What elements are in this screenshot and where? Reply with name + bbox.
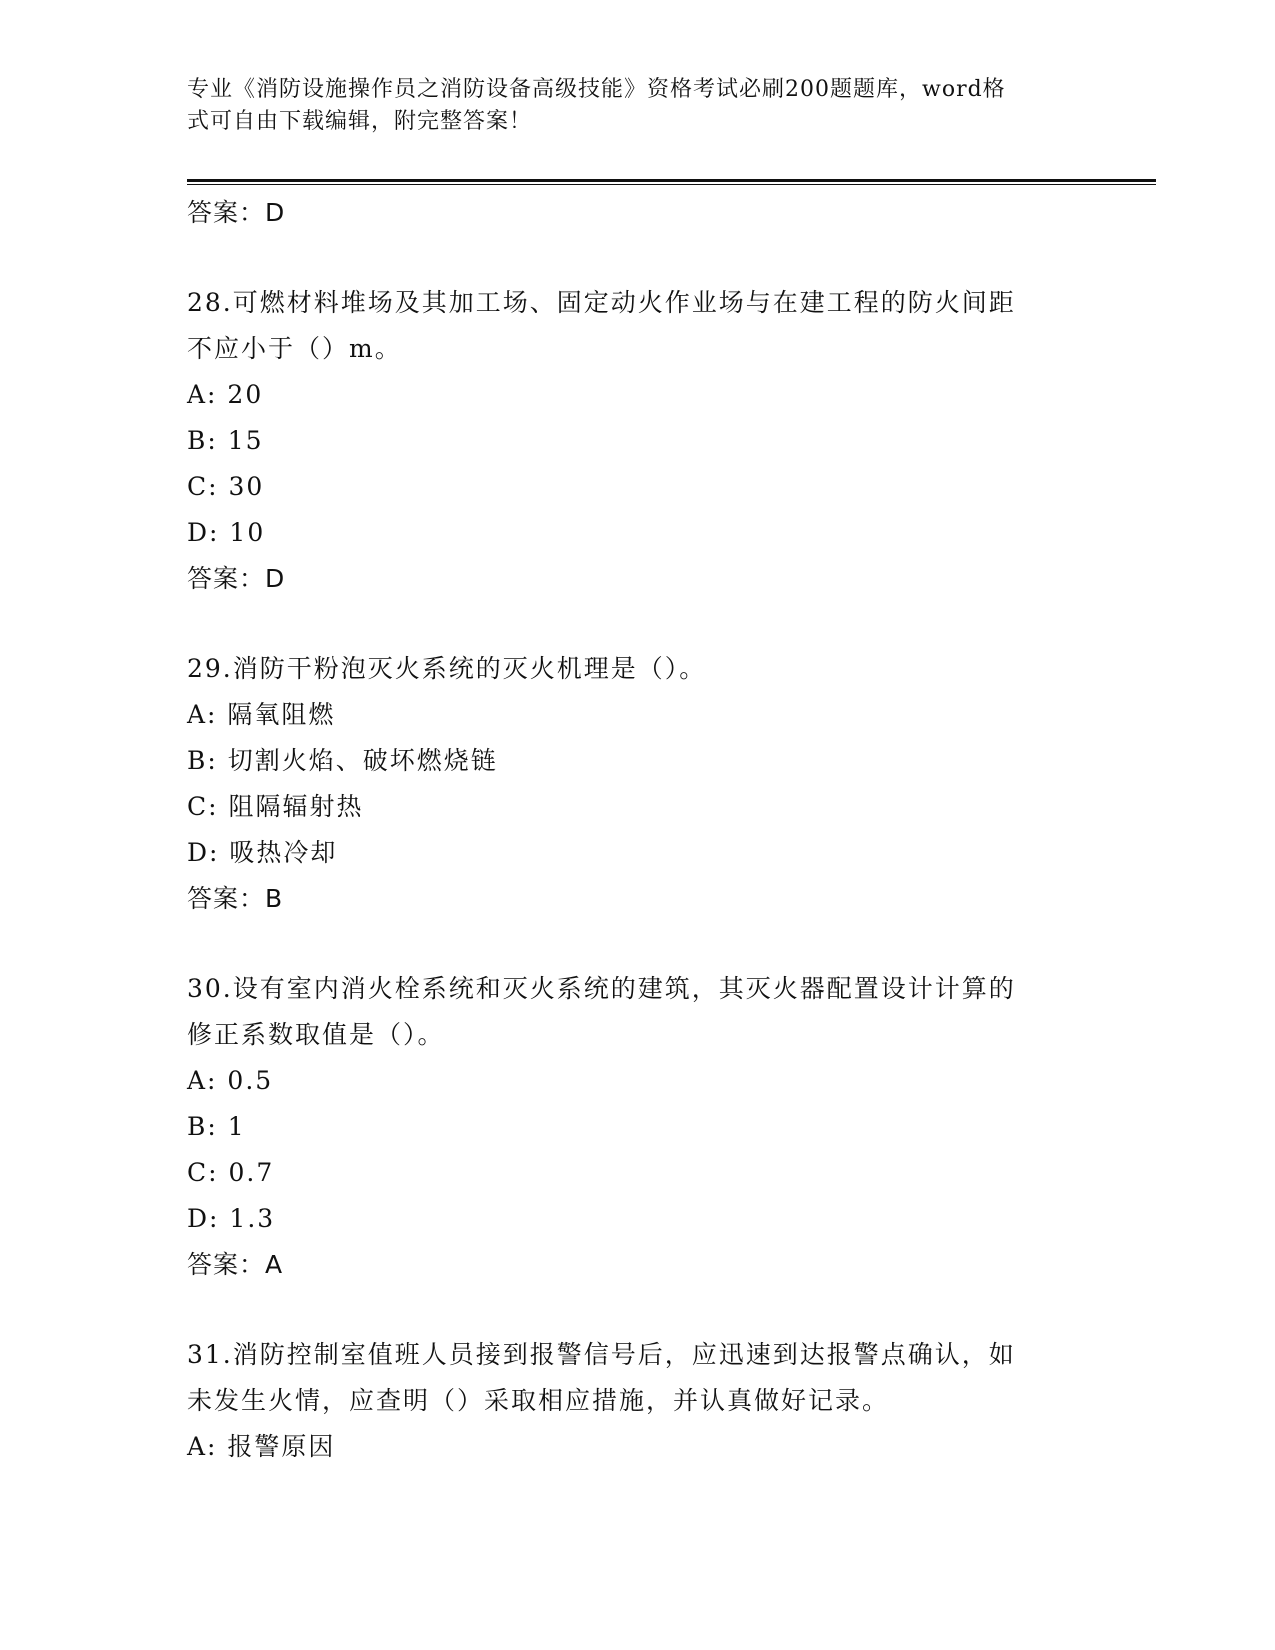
document-header xyxy=(187,74,1067,138)
option-c: C: 30 xyxy=(187,472,265,501)
question-text: 修正系数取值是（）。 xyxy=(187,1020,445,1049)
question-29 xyxy=(187,646,1087,922)
question-31 xyxy=(187,1332,1087,1470)
option-a: A: 隔氧阻燃 xyxy=(187,700,336,729)
question-text: 不应小于（）m。 xyxy=(187,334,402,363)
option-b: B: 切割火焰、破坏燃烧链 xyxy=(187,746,498,775)
header-line-2: 式可自由下载编辑，附完整答案！ xyxy=(187,109,533,134)
option-d: D: 10 xyxy=(187,518,266,547)
option-b: B: 15 xyxy=(187,426,264,455)
option-b: B: 1 xyxy=(187,1112,246,1141)
answer-line: 答案：D xyxy=(187,564,286,593)
header-line-1: 专业《消防设施操作员之消防设备高级技能》资格考试必刷200题题库，word格 xyxy=(187,77,1006,102)
question-28 xyxy=(187,280,1087,602)
option-a: A: 0.5 xyxy=(187,1066,274,1095)
question-text: 28.可燃材料堆场及其加工场、固定动火作业场与在建工程的防火间距 xyxy=(187,288,1016,317)
question-text: 31.消防控制室值班人员接到报警信号后，应迅速到达报警点确认，如 xyxy=(187,1340,1016,1369)
question-text: 30.设有室内消火栓系统和灭火系统的建筑，其灭火器配置设计计算的 xyxy=(187,974,1016,1003)
question-list xyxy=(187,190,1087,1470)
answer-line: 答案：A xyxy=(187,1250,284,1279)
question-30 xyxy=(187,966,1087,1288)
option-a: A: 20 xyxy=(187,380,264,409)
header-divider-thick xyxy=(187,179,1156,182)
option-a: A: 报警原因 xyxy=(187,1432,336,1461)
header-divider-thin xyxy=(187,184,1156,185)
option-c: C: 阻隔辐射热 xyxy=(187,792,364,821)
answer-line: 答案：B xyxy=(187,884,284,913)
answer-line: 答案：D xyxy=(187,198,286,227)
question-text: 未发生火情，应查明（）采取相应措施，并认真做好记录。 xyxy=(187,1386,890,1415)
option-d: D: 1.3 xyxy=(187,1204,276,1233)
question-text: 29.消防干粉泡灭火系统的灭火机理是（）。 xyxy=(187,654,707,683)
option-d: D: 吸热冷却 xyxy=(187,838,338,867)
option-c: C: 0.7 xyxy=(187,1158,275,1187)
